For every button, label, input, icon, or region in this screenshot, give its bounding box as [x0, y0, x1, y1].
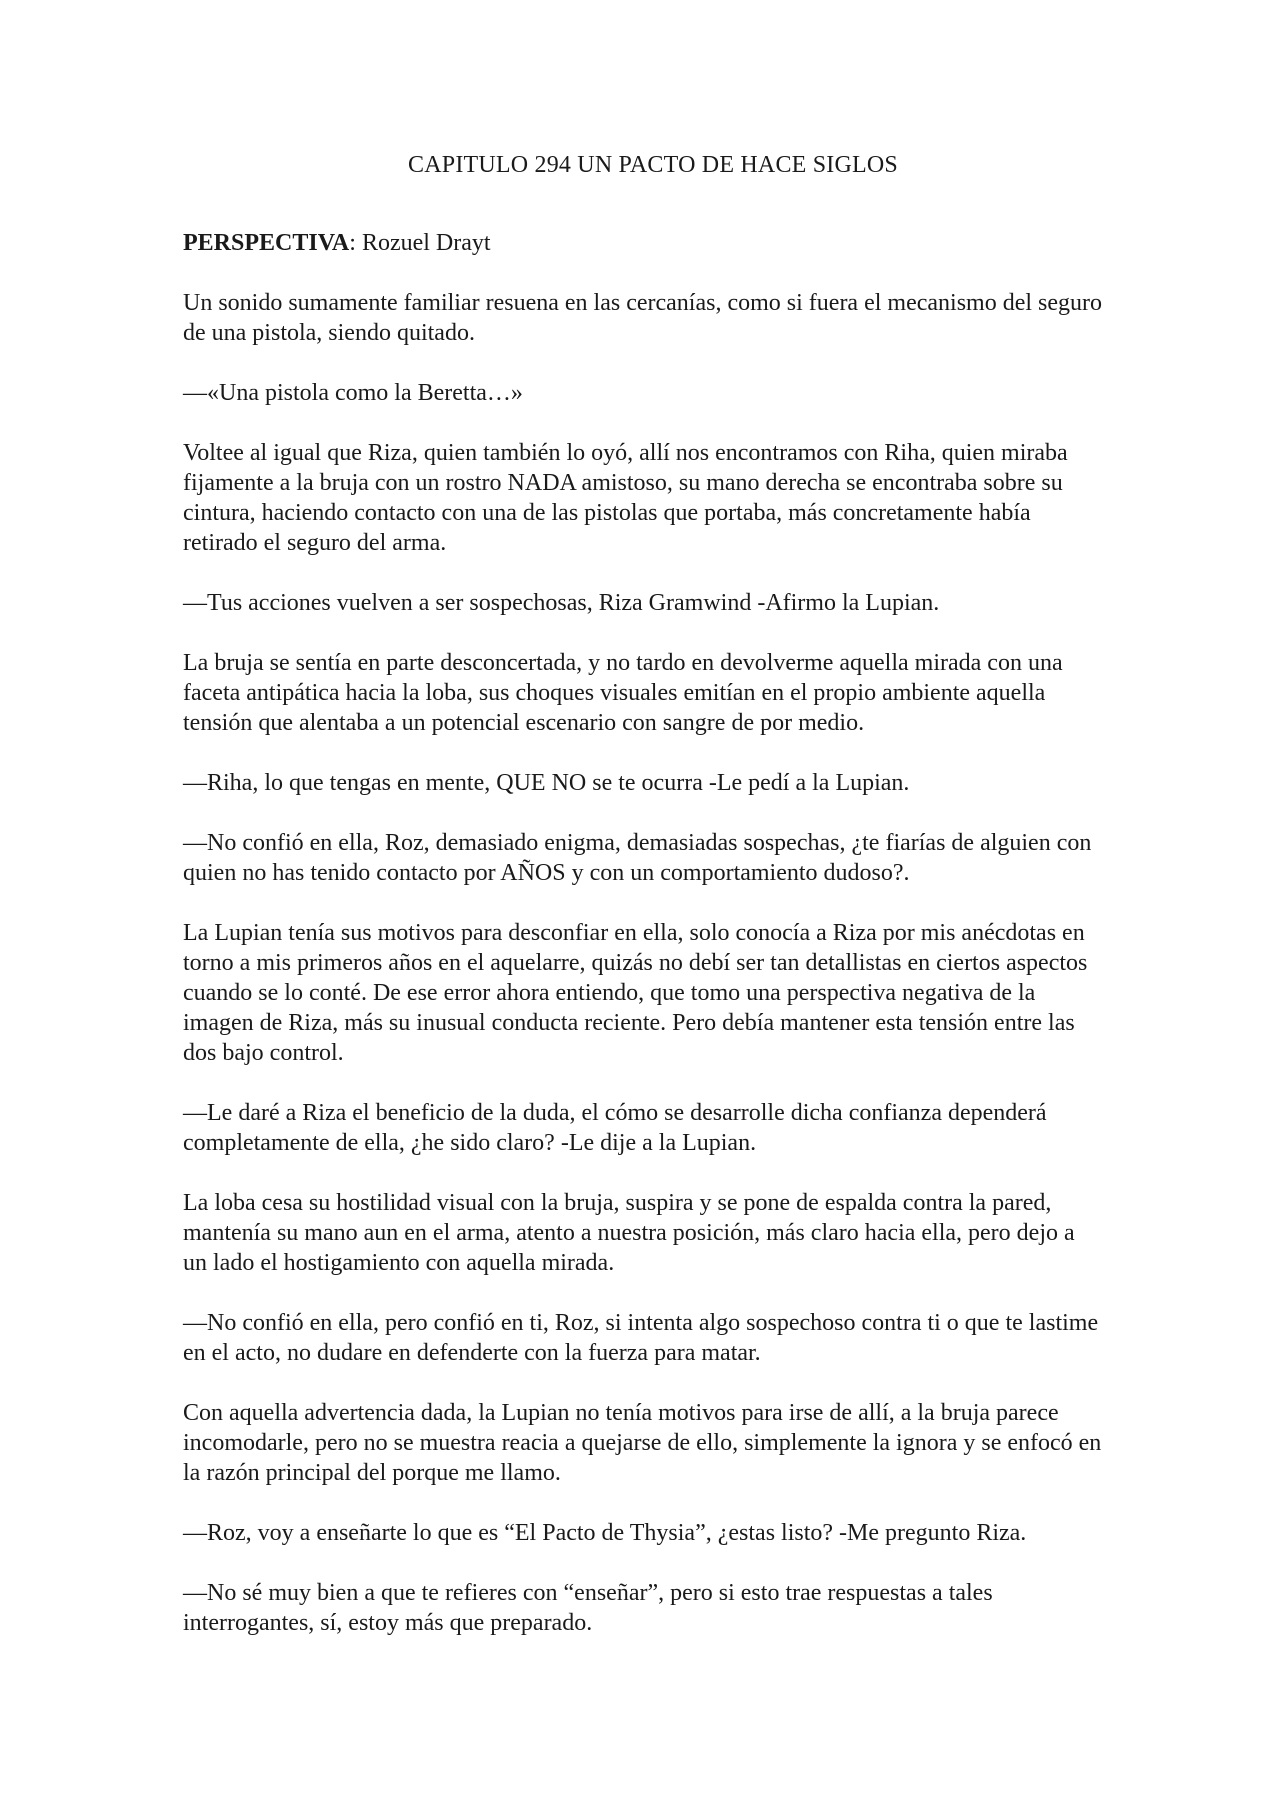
paragraph: Voltee al igual que Riza, quien también lo oyó, allí nos encontramos con Riha, quien miraba fijamente a la bruja con un rostro NADA amistoso, su mano derecha se encontraba sobre su cintura, haciendo contacto con una de las pistolas que portaba, más concretamente había retirado el seguro del arma. [183, 440, 1068, 556]
perspective-value: Rozuel Drayt [355, 230, 491, 256]
paragraph: —Tus acciones vuelven a ser sospechosas, Riza Gramwind -Afirmo la Lupian. [183, 590, 940, 616]
paragraph: —Le daré a Riza el beneficio de la duda, el cómo se desarrolle dicha confianza dependerá completamente de ella, ¿he sido claro? -Le dije a la Lupian. [183, 1100, 1047, 1156]
perspective-separator: : [349, 230, 356, 256]
paragraph: La Lupian tenía sus motivos para desconfiar en ella, solo conocía a Riza por mis anécdotas en torno a mis primeros años en el aquelarre, quizás no debí ser tan detallistas en ciertos aspectos cuando se lo conté. De ese error ahora entiendo, que tomo una perspectiva negativa de la imagen de Riza, más su inusual conducta reciente. Pero debía mantener esta tensión entre las dos bajo control. [183, 920, 1088, 1066]
paragraph: —Roz, voy a enseñarte lo que es “El Pacto de Thysia”, ¿estas listo? -Me pregunto Riza. [183, 1520, 1027, 1546]
paragraph: La bruja se sentía en parte desconcertada, y no tardo en devolverme aquella mirada con una faceta antipática hacia la loba, sus choques visuales emitían en el propio ambiente aquella tensión que alentaba a un potencial escenario con sangre de por medio. [183, 650, 1063, 736]
paragraph: —Riha, lo que tengas en mente, QUE NO se te ocurra -Le pedí a la Lupian. [183, 770, 910, 796]
paragraph: Con aquella advertencia dada, la Lupian no tenía motivos para irse de allí, a la bruja parece incomodarle, pero no se muestra reacia a quejarse de ello, simplemente la ignora y se enfocó en la razón principal del porque me llamo. [183, 1400, 1102, 1486]
paragraph: Un sonido sumamente familiar resuena en las cercanías, como si fuera el mecanismo del seguro de una pistola, siendo quitado. [183, 290, 1103, 346]
paragraph: La loba cesa su hostilidad visual con la bruja, suspira y se pone de espalda contra la pared, mantenía su mano aun en el arma, atento a nuestra posición, más claro hacia ella, pero dejo a un lado el hostigamiento con aquella mirada. [183, 1190, 1075, 1276]
paragraph: —«Una pistola como la Beretta…» [183, 380, 523, 406]
paragraph: —No confió en ella, pero confió en ti, Roz, si intenta algo sospechoso contra ti o que te lastime en el acto, no dudare en defenderte con la fuerza para matar. [183, 1310, 1099, 1366]
paragraph: —No sé muy bien a que te refieres con “enseñar”, pero si esto trae respuestas a tales interrogantes, sí, estoy más que preparado. [183, 1580, 993, 1636]
perspective-label: PERSPECTIVA [183, 230, 350, 256]
chapter-title: CAPITULO 294 UN PACTO DE HACE SIGLOS [408, 152, 898, 178]
document-body [183, 150, 1103, 1668]
perspective-line [183, 228, 1103, 258]
paragraph: —No confió en ella, Roz, demasiado enigma, demasiadas sospechas, ¿te fiarías de alguien con quien no has tenido contacto por AÑOS y con un comportamiento dudoso?. [183, 830, 1092, 886]
